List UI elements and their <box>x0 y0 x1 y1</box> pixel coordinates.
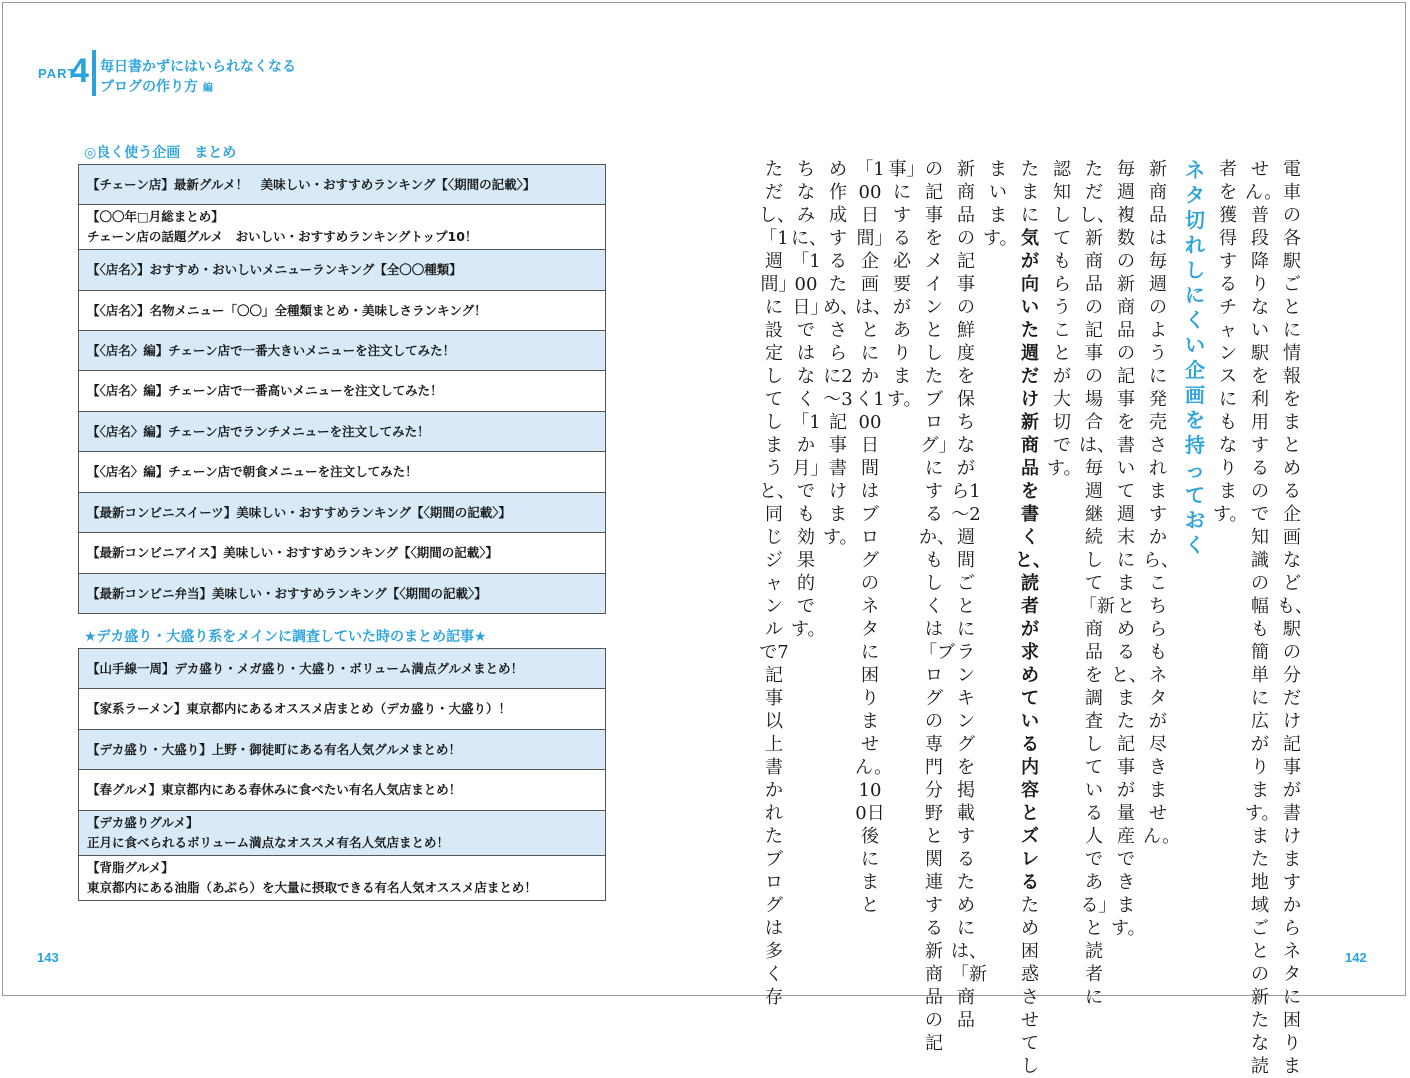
table-cell: 【最新コンビニ弁当】美味しい・おすすめランキング【〈期間の記載〉】 <box>79 574 606 614</box>
body-column: 事」にする必要があります。 <box>887 159 922 410</box>
body-column: め作成するため、さらに2～3記事書けます。 <box>823 159 859 548</box>
cell-line: チェーン店の話題グルメ おいしい・おすすめランキングトップ10！ <box>87 229 478 244</box>
table-row <box>79 649 606 689</box>
table-cell: 【デカ盛り・大盛り】上野・御徒町にある有名人気グルメまとめ！ <box>79 730 606 770</box>
body-column: ただし、「1週間」に設定してしまうと、同じジャンルで7記事以上書かれたブログは多く存 <box>759 159 795 1008</box>
chapter-title-line1: 毎日書かずにはいられなくなる <box>100 59 296 75</box>
table-row <box>79 331 606 371</box>
body-column: 者を獲得するチャンスにもなります。 <box>1213 159 1248 525</box>
table-cell: 【家系ラーメン】東京都内にあるオススメ店まとめ（デカ盛り・大盛り）！ <box>79 689 606 730</box>
table-row <box>79 205 606 250</box>
table-cell: 【〈店名〉編】チェーン店で一番大きいメニューを注文してみた！ <box>79 331 606 371</box>
cell-line: 【〇〇年□月総まとめ】 <box>87 209 224 224</box>
page-number-left: 143 <box>37 950 59 965</box>
table-row <box>79 730 606 770</box>
body-column: ただし、新商品の記事の場合は、毎週継続して「新商品を調査している人である」と読者に <box>1079 159 1115 1008</box>
cell-line: 正月に食べられるボリューム満点なオススメ有名人気店まとめ！ <box>87 835 450 850</box>
cell-line: 東京都内にある油脂（あぶら）を大量に摂取できる有名人気オススメ店まとめ！ <box>87 880 537 895</box>
dekamori-articles-table <box>78 648 606 901</box>
table-row <box>79 452 606 493</box>
table-cell: 【〈店名〉編】チェーン店で一番高いメニューを注文してみた！ <box>79 371 606 412</box>
column-text: たまに <box>1021 159 1039 226</box>
body-column: 新商品は毎週のように発売されますから、こちらもネタが尽きません。 <box>1143 159 1181 847</box>
table-row <box>79 689 606 730</box>
table-row <box>79 250 606 291</box>
emphasis-text: 気が向いた週だけ新商品を書くと、読者が求めている内容とズレる <box>1015 228 1051 893</box>
section-title-frequent-plans: ◎良く使う企画 まとめ <box>84 145 237 161</box>
table-cell <box>79 205 606 250</box>
table-row <box>79 574 606 614</box>
table-cell <box>79 811 606 856</box>
part-number: 4 <box>70 52 89 90</box>
table-row <box>79 291 606 331</box>
body-column: 認知してもらうことが大切です。 <box>1047 159 1082 479</box>
part-label: PART <box>38 66 77 81</box>
table-row <box>79 811 606 856</box>
table-cell: 【〈店名〉】おすすめ・おいしいメニューランキング【全〇〇種類】 <box>79 250 606 291</box>
table-row <box>79 856 606 901</box>
chapter-title-text: ブログの作り方 <box>100 79 198 95</box>
part-divider <box>92 50 96 96</box>
table-cell: 【チェーン店】最新グルメ！ 美味しい・おすすめランキング【〈期間の記載〉】 <box>79 165 606 205</box>
table-cell: 【〈店名〉編】チェーン店で朝食メニューを注文してみた！ <box>79 452 606 493</box>
chapter-title-suffix: 編 <box>202 83 213 94</box>
frequent-plans-table <box>78 164 606 614</box>
cell-line: 【デカ盛りグルメ】 <box>87 815 199 830</box>
chapter-title-line2 <box>100 76 213 96</box>
body-column: 毎週複数の新商品の記事を書いて週末にまとめると、また記事が量産できます。 <box>1111 159 1147 939</box>
table-cell: 【春グルメ】東京都内にある春休みに食べたい有名人気店まとめ！ <box>79 770 606 811</box>
body-column: の記事をメインとしたブログ」にするか、もしくは「ブログの専門分野と関連する新商品の記 <box>919 159 955 1054</box>
table-cell <box>79 856 606 901</box>
table-cell: 【最新コンビニアイス】美味しい・おすすめランキング【〈期間の記載〉】 <box>79 533 606 574</box>
table-cell: 【〈店名〉】名物メニュー「〇〇」全種類まとめ・美味しさランキング！ <box>79 291 606 331</box>
body-column: 新商品の記事の鮮度を保ちながら1～2週間ごとにランキングを掲載するためには、「新商品 <box>951 159 987 1031</box>
cell-line: 【背脂グルメ】 <box>87 860 174 875</box>
body-column: 「100日間」企画は、とにかく100日間はブログのネタに困りません。100日後にまと <box>855 159 893 916</box>
body-column: まいます。 <box>983 159 1018 249</box>
table-row <box>79 533 606 574</box>
table-cell: 【山手線一周】デカ盛り・メガ盛り・大盛り・ボリューム満点グルメまとめ！ <box>79 649 606 689</box>
table-row <box>79 770 606 811</box>
subheading: ネタ切れしにくい企画を持っておく <box>1185 158 1205 557</box>
body-column: 電車の各駅ごとに情報をまとめる企画なども、駅の分だけ記事が書けますからネタに困りま <box>1277 159 1313 1077</box>
section-title-dekamori: ★デカ盛り・大盛り系をメインに調査していた時のまとめ記事★ <box>84 629 487 645</box>
page-number-right: 142 <box>1345 950 1367 965</box>
body-column: せん。普段降りない駅を利用するので知識の幅も簡単に広がります。また地域ごとの新たな読 <box>1245 159 1283 1077</box>
table-cell: 【〈店名〉編】チェーン店でランチメニューを注文してみた！ <box>79 412 606 452</box>
column-text: ため困惑させてし <box>1021 895 1039 1077</box>
table-row <box>79 412 606 452</box>
body-column: ちなみに、「100日」ではなく「1か月」でも効果的です。 <box>791 159 827 640</box>
table-cell: 【最新コンビニスイーツ】美味しい・おすすめランキング【〈期間の記載〉】 <box>79 493 606 533</box>
table-row <box>79 371 606 412</box>
table-row <box>79 493 606 533</box>
table-row <box>79 165 606 205</box>
body-column-emphasis <box>1015 158 1051 1078</box>
